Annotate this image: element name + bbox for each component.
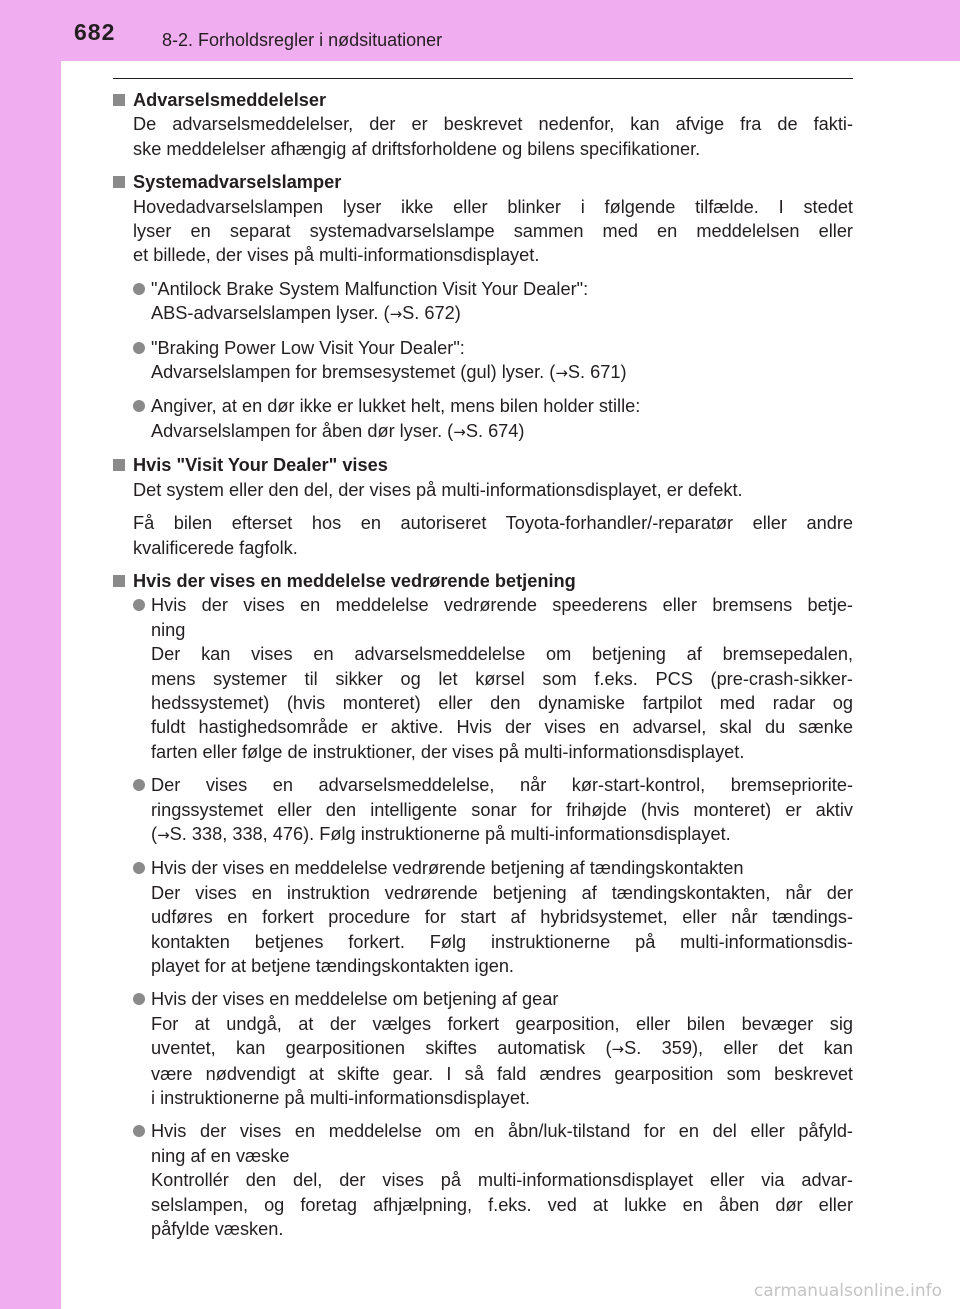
round-bullet-icon bbox=[133, 283, 145, 295]
list-item bbox=[133, 856, 853, 978]
text-line: Hovedadvarselslampen lyser ikke eller blinker i følgende tilfælde. I stedet bbox=[133, 196, 853, 217]
square-bullet-icon bbox=[113, 94, 125, 106]
text-line: Hvis der vises en meddelelse vedrørende betjening af tændingskontakten bbox=[151, 858, 744, 879]
square-bullet-icon bbox=[113, 575, 125, 587]
text-line: ning af en væske bbox=[151, 1145, 290, 1166]
text-line: (→S. 338, 338, 476). Følg instruktionerne på multi-informationsdisplayet. bbox=[151, 823, 731, 844]
text-line: i instruktionerne på multi-informationsdisplayet. bbox=[151, 1088, 531, 1109]
list-item bbox=[133, 987, 853, 1110]
square-bullet-icon bbox=[113, 459, 125, 471]
list-item bbox=[133, 336, 853, 386]
text-line: Advarselslampen for bremsesystemet (gul) lyser. (→S. 671) bbox=[151, 362, 627, 383]
round-bullet-icon bbox=[133, 599, 145, 611]
header-color-band bbox=[0, 0, 960, 61]
text-line: udføres en forkert procedure for start af hybridsystemet, eller når tændings- bbox=[151, 907, 853, 928]
text-line: kvalificerede fagfolk. bbox=[133, 537, 298, 558]
text-line: For at undgå, at der vælges forkert gearposition, eller bilen bevæger sig bbox=[151, 1013, 853, 1034]
text-line: et billede, der vises på multi-informationsdisplayet. bbox=[133, 245, 540, 266]
paragraph bbox=[133, 195, 853, 268]
round-bullet-icon bbox=[133, 862, 145, 874]
text-line: fuldt hastighedsområde er aktive. Hvis der vises en advarsel, skal du sænke bbox=[151, 717, 853, 738]
text-line: uventet, kan gearpositionen skiftes automatisk (→S. 359), eller det kan bbox=[151, 1038, 853, 1059]
round-bullet-icon bbox=[133, 1125, 145, 1137]
text-line: ske meddelelser afhængig af driftsforholdene og bilens specifikationer. bbox=[133, 138, 701, 159]
arrow-right-icon: → bbox=[389, 305, 403, 324]
side-color-band bbox=[0, 0, 61, 1309]
round-bullet-icon bbox=[133, 779, 145, 791]
text-line: påfylde væsken. bbox=[151, 1219, 284, 1240]
watermark: carmanualsonline.info bbox=[753, 1281, 942, 1301]
text-line: lyser en separat systemadvarselslampe sammen med en meddelelsen eller bbox=[133, 221, 853, 242]
text-line: Hvis der vises en meddelelse om en åbn/luk-tilstand for en del eller påfyld- bbox=[151, 1121, 853, 1142]
text-line: være nødvendigt at skifte gear. I så fald ændres gearposition som beskrevet bbox=[151, 1063, 853, 1084]
text-line: Få bilen efterset hos en autoriseret Toyota-forhandler/-reparatør eller andre bbox=[133, 513, 853, 534]
text-line: playet for at betjene tændingskontakten igen. bbox=[151, 956, 514, 976]
text-line: farten eller følge de instruktioner, der vises på multi-informationsdisplayet. bbox=[151, 741, 745, 762]
square-bullet-icon bbox=[113, 176, 125, 188]
heading-visit-your-dealer: Hvis "Visit Your Dealer" vises bbox=[113, 453, 853, 477]
text-line: ABS-advarselslampen lyser. (→S. 672) bbox=[151, 303, 461, 324]
list-item bbox=[133, 773, 853, 847]
text-line: Angiver, at en dør ikke er lukket helt, mens bilen holder stille: bbox=[151, 396, 641, 417]
text-line: Det system eller den del, der vises på multi-informationsdisplayet, er defekt. bbox=[133, 479, 743, 500]
list-item bbox=[133, 394, 853, 444]
paragraph bbox=[133, 511, 853, 560]
paragraph bbox=[133, 112, 853, 161]
text-line: Hvis der vises en meddelelse vedrørende speederens eller bremsens betje- bbox=[151, 595, 853, 616]
arrow-right-icon: → bbox=[555, 364, 568, 383]
arrow-right-icon: → bbox=[453, 422, 466, 441]
arrow-right-icon: → bbox=[611, 1040, 625, 1059]
text-line: ning bbox=[151, 619, 186, 640]
list-item bbox=[133, 277, 853, 327]
page-content bbox=[113, 88, 853, 1241]
round-bullet-icon bbox=[133, 993, 145, 1005]
list-item bbox=[133, 1119, 853, 1241]
arrow-right-icon: → bbox=[157, 825, 170, 844]
round-bullet-icon bbox=[133, 400, 145, 412]
text-line: Der kan vises en advarselsmeddelelse om betjening af bremsepedalen, bbox=[151, 644, 853, 665]
text-line: Hvis der vises en meddelelse om betjening af gear bbox=[151, 989, 559, 1010]
text-line: ringssystemet eller den intelligente sonar for frihøjde (hvis monteret) er aktiv bbox=[151, 799, 853, 820]
header-rule bbox=[113, 78, 853, 79]
round-bullet-icon bbox=[133, 342, 145, 354]
heading-advarselsmeddelelser: Advarselsmeddelelser bbox=[113, 88, 853, 112]
text-line: "Antilock Brake System Malfunction Visit Your Dealer": bbox=[151, 278, 589, 299]
text-line: Advarselslampen for åben dør lyser. (→S. 674) bbox=[151, 420, 525, 441]
list-item bbox=[133, 593, 853, 764]
text-line: "Braking Power Low Visit Your Dealer": bbox=[151, 337, 465, 358]
heading-systemadvarselslamper: Systemadvarselslamper bbox=[113, 170, 853, 194]
text-line: kontakten betjenes forkert. Følg instruktionerne på multi-informationsdis- bbox=[151, 931, 853, 952]
section-title: 8-2. Forholdsregler i nødsituationer bbox=[162, 30, 443, 50]
heading-betjening: Hvis der vises en meddelelse vedrørende betjening bbox=[113, 569, 853, 593]
paragraph bbox=[133, 478, 853, 502]
text-line: mens systemer til sikker og let kørsel som f.eks. PCS (pre-crash-sikker- bbox=[151, 668, 853, 689]
text-line: Der vises en advarselsmeddelelse, når kør-start-kontrol, bremsepriorite- bbox=[151, 775, 853, 796]
text-line: hedssystemet) (hvis monteret) eller den dynamiske fartpilot med radar og bbox=[151, 692, 853, 713]
text-line: selslampen, og foretag afhjælpning, f.eks. ved at lukke en åben dør eller bbox=[151, 1194, 853, 1215]
text-line: Der vises en instruktion vedrørende betjening af tændingskontakten, når der bbox=[151, 882, 853, 903]
text-line: De advarselsmeddelelser, der er beskrevet nedenfor, kan afvige fra de fakti- bbox=[133, 114, 853, 135]
text-line: Kontrollér den del, der vises på multi-informationsdisplayet eller via advar- bbox=[151, 1170, 853, 1191]
page-number: 682 bbox=[74, 19, 116, 45]
